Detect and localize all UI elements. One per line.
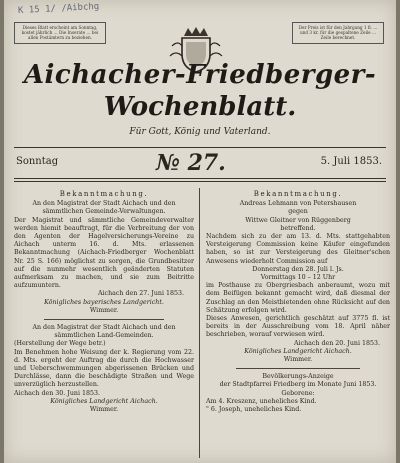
right-gegen: gegen bbox=[288, 208, 308, 216]
masthead-info-right: Der Preis ist für den Jahrgang 1 fl. ... und 3 kr. für die gespaltene Zeile ... Zeile berechnet. bbox=[292, 22, 384, 44]
left-address-1: An den Magistrat der Stadt Aichach und den sämmtlichen Gemeinde-Verwaltungen. bbox=[32, 200, 176, 216]
left-place-date-1: Aichach den 27. Juni 1853. bbox=[98, 290, 184, 298]
left-address-2: An den Magistrat der Stadt Aichach und den sämmtlichen Land-Gemeinden. bbox=[32, 324, 176, 340]
right-heading: Bekanntmachung. bbox=[253, 190, 343, 198]
right-place-date: Aichach den 20. Juni 1853. bbox=[294, 339, 380, 347]
right-time-line: Vormittags 10 – 12 Uhr bbox=[260, 274, 336, 282]
right-date-line: Donnerstag den 28. Juli l. Js. bbox=[252, 265, 344, 273]
issue-number: № 27. bbox=[156, 150, 226, 176]
births-label: Geborene: bbox=[281, 389, 315, 397]
left-signature-2: Wimmer. bbox=[89, 406, 119, 414]
left-column bbox=[14, 190, 194, 414]
right-party-2: Wittwe Gleitner von Rüggenberg bbox=[245, 216, 351, 224]
left-note-2: (Herstellung der Wege betr.) bbox=[14, 340, 106, 348]
right-separator bbox=[236, 368, 360, 369]
right-party-1: Andreas Lehmann von Petershausen bbox=[239, 200, 357, 208]
left-body-2: Im Benehmen hohe Weisung der k. Regierung vom 22. d. Mts. ergeht der Auftrag die durch die Hochwasser und Ueberschwemmungen abgerissenen Brücken und Durchlässe, dann die beschädigte Straßen und Wege unverzüglich herzustellen. bbox=[14, 348, 194, 389]
birth-entry-1: Am 4. Kreszenz, uneheliches Kind. bbox=[206, 397, 317, 405]
right-betreffend: betreffend. bbox=[280, 224, 316, 232]
newspaper-page bbox=[4, 0, 396, 463]
births-subheading: der Stadtpfarrei Friedberg im Monate Juni 1853. bbox=[219, 381, 377, 389]
masthead-title-line2: Wochenblatt. bbox=[103, 92, 297, 122]
issue-date: 5. Juli 1853. bbox=[320, 156, 382, 167]
births-heading: Bevölkerungs-Anzeige bbox=[262, 373, 334, 381]
left-separator bbox=[44, 319, 164, 320]
handwritten-note: K 15 1/ /Aibchg bbox=[17, 1, 100, 17]
right-column bbox=[206, 190, 390, 414]
masthead-info-left: Dieses Blatt erscheint am Sonntag, kostet jährlich ... Die Inserate ... bei allen Postämtern zu beziehen. bbox=[14, 22, 106, 44]
right-body-2: im Posthause zu Obergriesbach anberaumt, wozu mit dem Beifügen bekannt gemacht wird, daß diesmal der Zuschlag an den Meistbietenden ohne Rücksicht auf den Schätzung erfolgen wird. bbox=[206, 282, 390, 314]
birth-entry-2: " 6. Joseph, uneheliches Kind. bbox=[206, 406, 302, 414]
left-authority-2: Königliches Landgericht Aichach. bbox=[50, 397, 158, 405]
header-rule-top bbox=[14, 147, 386, 148]
header-rule-double bbox=[14, 181, 386, 182]
left-place-date-2: Aichach den 30. Juni 1853. bbox=[14, 389, 100, 397]
right-body-3: Dieses Anwesen, gerichtlich geschätzt auf 3775 fl. ist bereits in der Ausschreibung vom 18. April näher beschrieben, worauf verwiesen wird. bbox=[206, 315, 390, 339]
masthead-motto: Für Gott, König und Vaterland. bbox=[129, 127, 271, 137]
right-body-1: Nachdem sich zu der am 13. d. Mts. stattgehabten Versteigerung Commission keine Käufer eingefunden haben, so ist zur Versteigerung des Gleitner'schen Anwesens wiederholt Commission auf bbox=[206, 233, 390, 265]
masthead-title-line1: Aichacher-Friedberger- bbox=[23, 60, 377, 90]
header-rule-bottom bbox=[14, 178, 386, 179]
left-signature-1: Wimmer. bbox=[89, 306, 119, 314]
issue-day: Sonntag bbox=[16, 156, 59, 167]
column-divider bbox=[199, 188, 200, 458]
left-heading: Bekanntmachung. bbox=[59, 190, 149, 198]
right-authority: Königliches Landgericht Aichach. bbox=[244, 347, 352, 355]
right-signature: Wimmer. bbox=[283, 356, 313, 364]
left-authority-1: Königliches bayerisches Landgericht. bbox=[44, 298, 164, 306]
left-body-1: Der Magistrat und sämmtliche Gemeindeverwalter werden hiemit beauftragt, für die Verbreitung der von den Agenten der Hagelversicherungs-Vereine zu Aichach unterm 16. d. Mts. erlassenen Bekanntmachung (Aichach-Friedberger Wochenblatt Nr. 25 S. 166) möglichst zu sorgen, die Grundbesitzer auf die nunmehr wesentlich geänderten Statuten aufmerksam zu machen, und sie zum Beitritte aufzumuntern. bbox=[14, 216, 194, 290]
